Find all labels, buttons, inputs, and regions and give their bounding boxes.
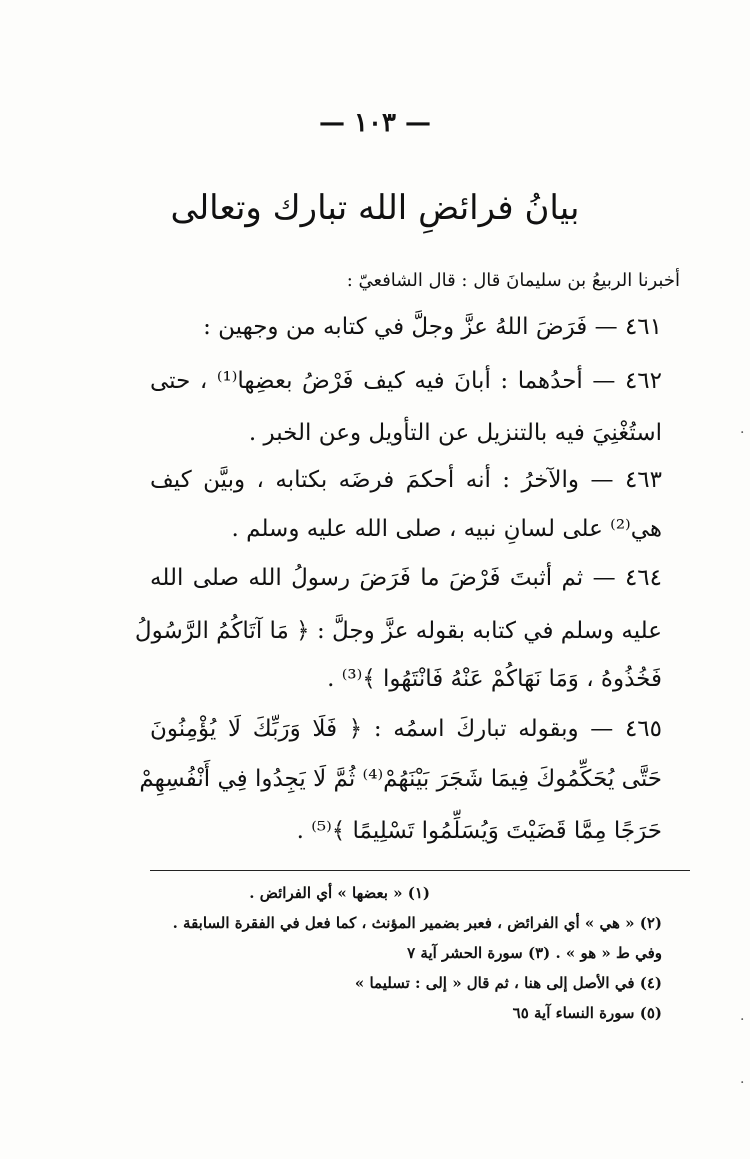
paragraph-464-line-2: عليه وسلم في كتابه بقوله عزَّ وجلَّ : ﴿ مَا آتَاكُمُ الرَّسُولُ: [134, 618, 662, 644]
paragraph-462-line-2: استُغْنِيَ فيه بالتنزيل عن التأويل وعن الخبر .: [248, 420, 662, 446]
footnote-divider: [150, 870, 690, 871]
page-number: — ١٠٣ —: [318, 108, 432, 138]
footnote-2-continued: وفي ط « هو » . (٣) سورة الحشر آية ٧: [407, 944, 662, 962]
paragraph-465-line-1: ٤٦٥ — وبقوله تباركَ اسمُه : ﴿ فَلَا وَرَبِّكَ لَا يُؤْمِنُونَ: [150, 716, 662, 742]
footnote-4: (٤) في الأصل إلى هنا ، ثم قال « إلى : تسليما »: [354, 974, 662, 992]
page-title: بيانُ فرائضِ الله تبارك وتعالى: [170, 188, 580, 228]
intro-text: أخبرنا الربيعُ بن سليمانَ قال : قال الشافعيّ :: [346, 270, 680, 291]
paragraph-461: ٤٦١ — فَرَضَ اللهُ عزَّ وجلَّ في كتابه من وجهين :: [203, 314, 662, 340]
margin-mark: ·: [740, 425, 745, 441]
footnote-5: (٥) سورة النساء آية ٦٥: [512, 1004, 662, 1022]
paragraph-464-line-1: ٤٦٤ — ثم أثبتَ فَرْضَ ما فَرَضَ رسولُ الله صلى الله: [150, 565, 662, 591]
paragraph-462-line-1: ٤٦٢ — أحدُهما : أبانَ فيه كيف فَرْضُ بعضِها⁽¹⁾ ، حتى: [150, 368, 663, 394]
footnote-2: (٢) « هي » أي الفرائض ، فعبر بضمير المؤنث ، كما فعل في الفقرة السابقة .: [172, 914, 662, 932]
paragraph-463-line-1: ٤٦٣ — والآخرُ : أنه أحكمَ فرضَه بكتابه ، وبيَّن كيف: [150, 467, 662, 493]
paragraph-465-line-2: حَتَّى يُحَكِّمُوكَ فِيمَا شَجَرَ بَيْنَهُمْ⁽⁴⁾ ثُمَّ لَا يَجِدُوا فِي أَنْفُسِهِمْ: [139, 766, 662, 792]
paragraph-465-line-3: حَرَجًا مِمَّا قَضَيْتَ وَيُسَلِّمُوا تَسْلِيمًا ﴾⁽⁵⁾ .: [296, 818, 662, 844]
footnote-1: (١) « بعضها » أي الفرائض .: [249, 884, 430, 902]
margin-mark: ·: [740, 1075, 745, 1091]
paragraph-463-line-2: هي⁽²⁾ على لسانِ نبيه ، صلى الله عليه وسلم .: [231, 516, 662, 542]
paragraph-464-line-3: فَخُذُوهُ ، وَمَا نَهَاكُمْ عَنْهُ فَانْتَهُوا ﴾⁽³⁾ .: [327, 666, 662, 692]
margin-mark: ·: [740, 1012, 745, 1028]
